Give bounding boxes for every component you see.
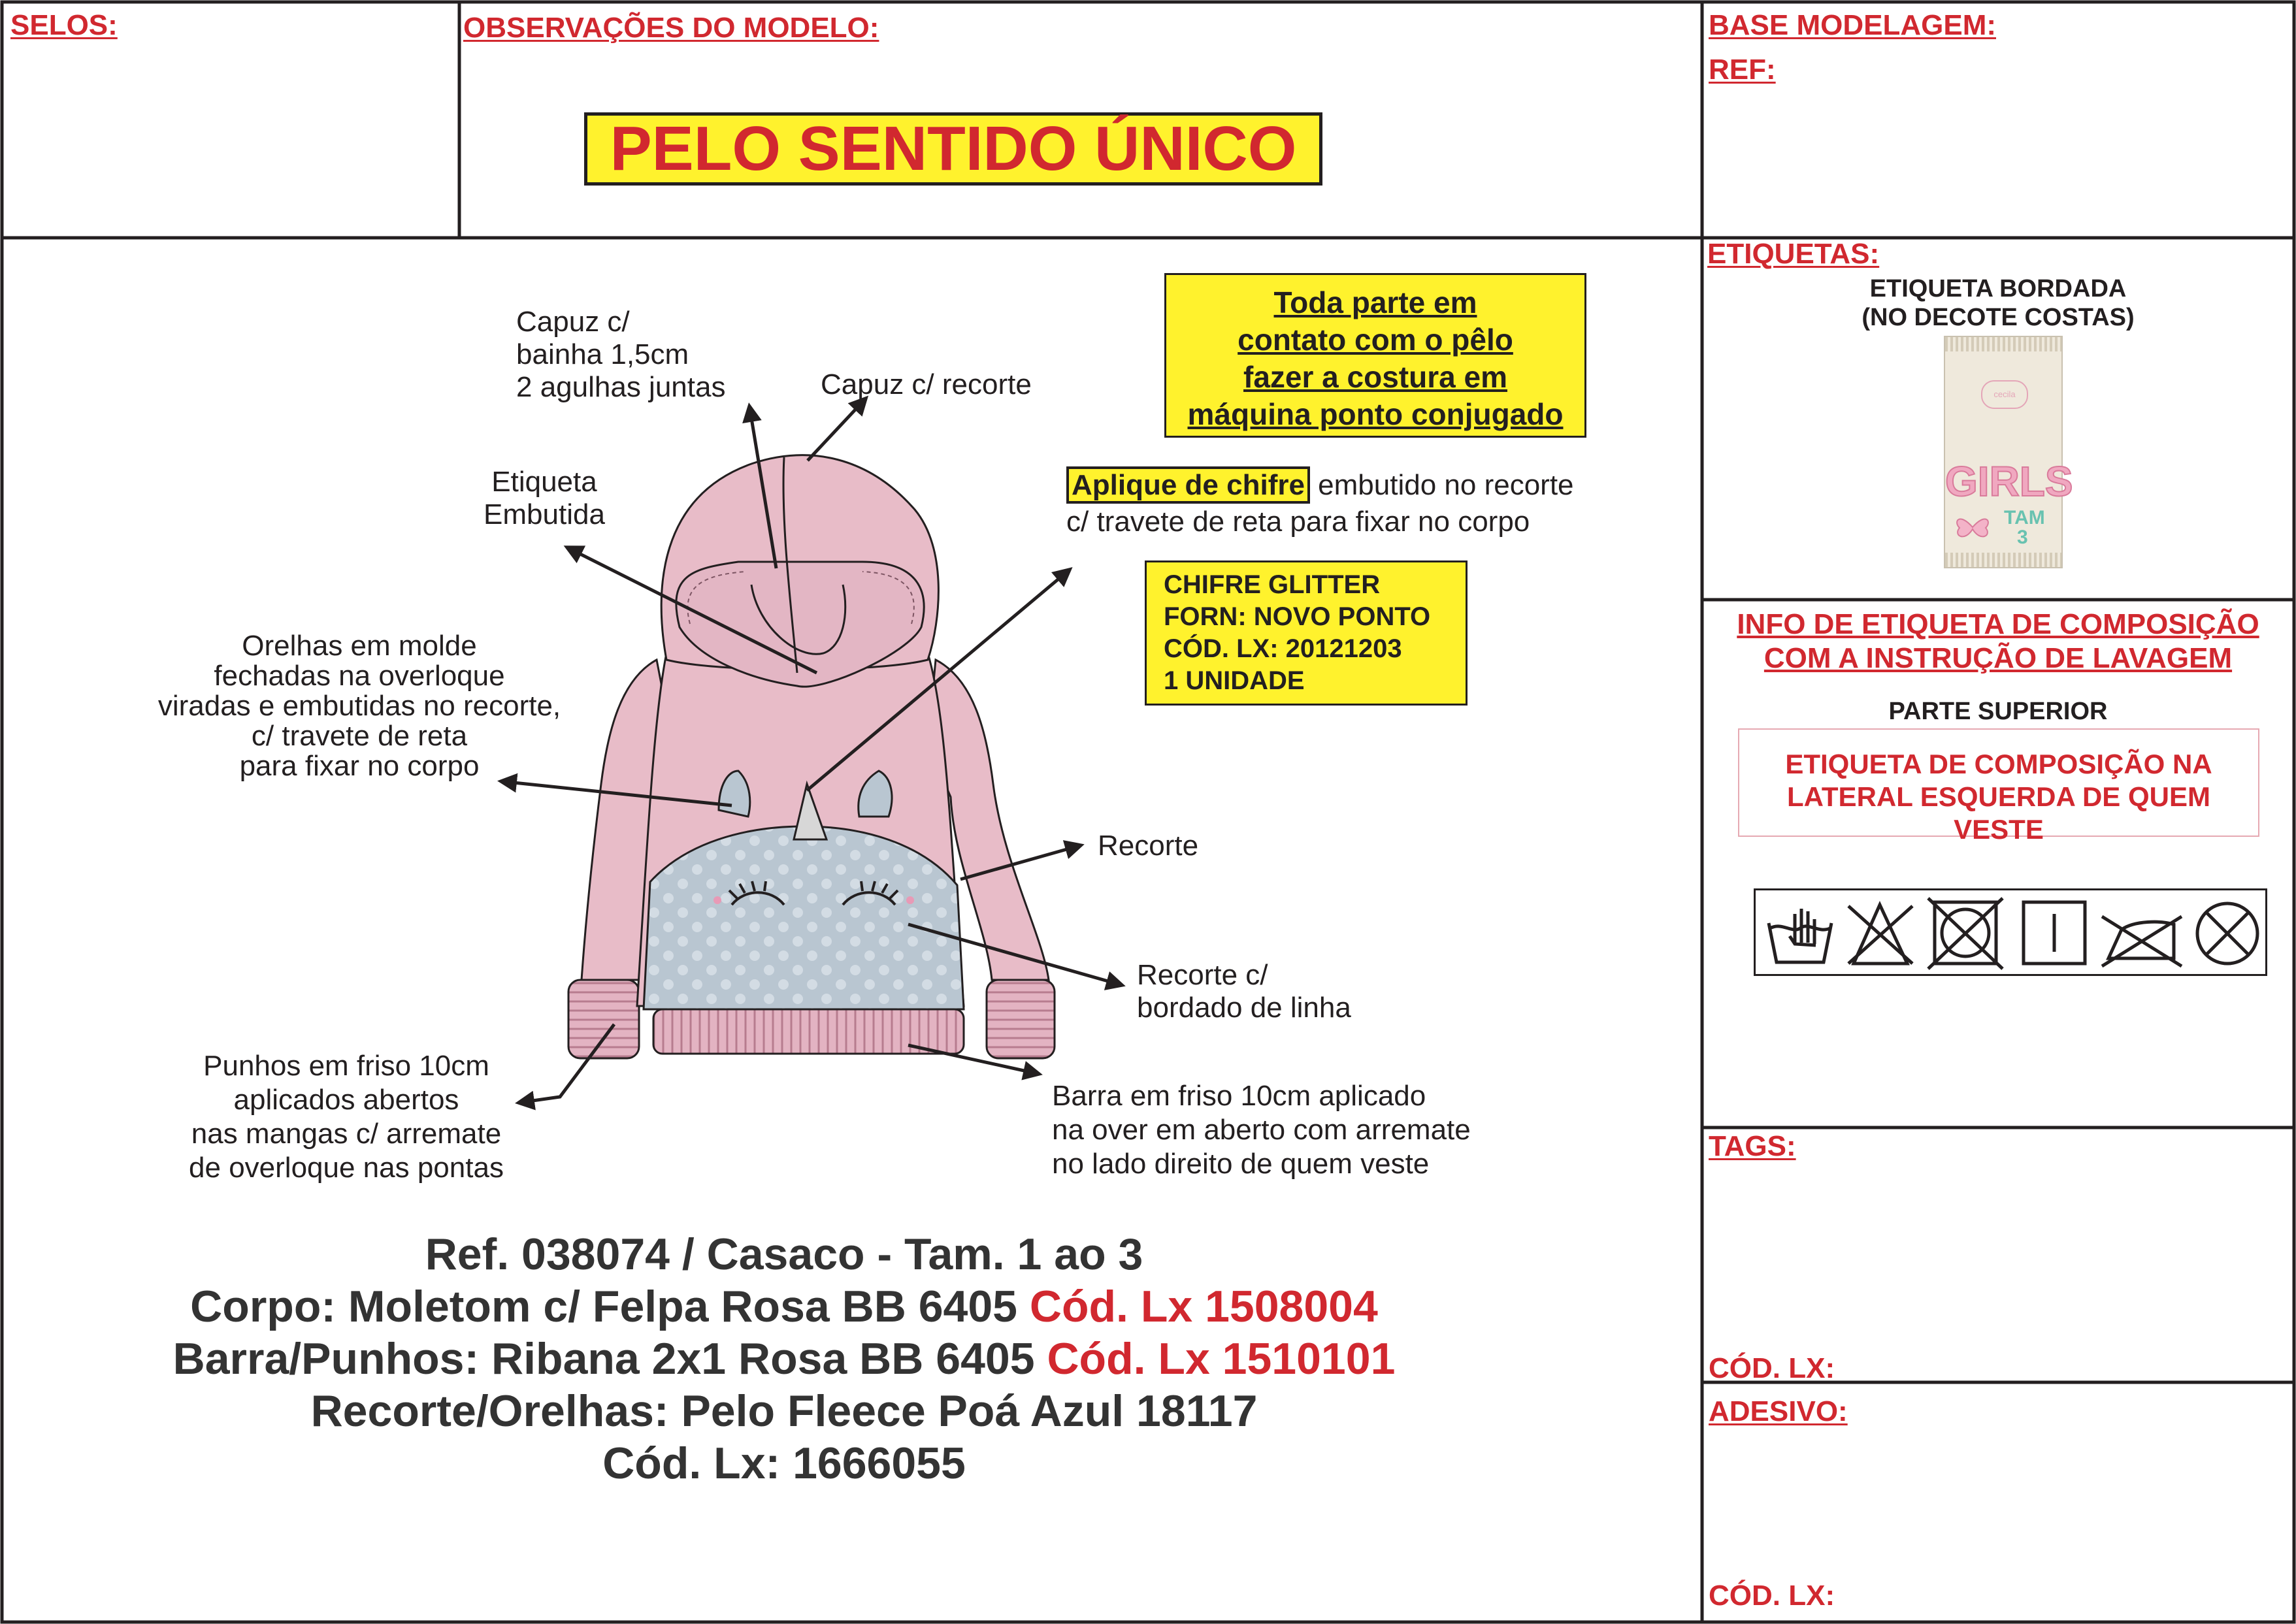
cod-lx-tags: CÓD. LX: — [1709, 1352, 1835, 1384]
left-cuff — [568, 980, 639, 1058]
right-cuff — [987, 980, 1055, 1058]
hand-wash-icon — [1769, 909, 1831, 962]
ref-line-4: Recorte/Orelhas: Pelo Fleece Poá Azul 18117 — [310, 1386, 1258, 1436]
right-cheek — [906, 896, 914, 904]
line-dry-icon — [2024, 902, 2085, 964]
etiquetas-label: ETIQUETAS: — [1707, 238, 1880, 270]
cod-lx-adesivo: CÓD. LX: — [1709, 1580, 1835, 1612]
selos-label: SELOS: — [10, 9, 118, 41]
ref-line-2: Corpo: Moletom c/ Felpa Rosa BB 6405 Cód. Lx 1508004 — [190, 1282, 1378, 1331]
label-tam: TAM — [2004, 507, 2045, 528]
note-capuz-recorte: Capuz c/ recorte — [821, 368, 1032, 400]
label-brand: cecila — [1981, 380, 2028, 409]
ref-label: REF: — [1709, 54, 1776, 86]
note-recorte: Recorte — [1098, 830, 1199, 862]
note-aplique — [1066, 469, 1574, 538]
note-barra: Barra em friso 10cm aplicado na over em aberto com arremate no lado direito de quem veste — [1052, 1080, 1471, 1180]
butterfly-icon — [1953, 512, 1992, 542]
note-chifre-box: CHIFRE GLITTER FORN: NOVO PONTO CÓD. LX: 20121203 1 UNIDADE — [1145, 560, 1468, 706]
composicao-box: ETIQUETA DE COMPOSIÇÃO NA LATERAL ESQUERDA DE QUEM VESTE — [1738, 728, 2259, 837]
note-costura-box: Toda parte em contato com o pêlo fazer a costura em máquina ponto conjugado — [1164, 273, 1586, 438]
base-modelagem-label: BASE MODELAGEM: — [1709, 9, 1996, 41]
no-tumble-dry-icon — [1928, 898, 2003, 969]
fleece-panel — [644, 826, 964, 1009]
banner-text: PELO SENTIDO ÚNICO — [610, 114, 1297, 184]
note-recorte-bordado: Recorte c/ bordado de linha — [1137, 959, 1351, 1024]
embroidered-label-art — [1944, 336, 2073, 568]
no-iron-icon — [2102, 917, 2182, 966]
ref-line-3: Barra/Punhos: Ribana 2x1 Rosa BB 6405 Cód. Lx 1510101 — [172, 1334, 1396, 1384]
note-punhos: Punhos em friso 10cm aplicados abertos nas mangas c/ arremate de overloque nas pontas — [189, 1050, 504, 1184]
etiqueta-bordada-text: ETIQUETA BORDADA (NO DECOTE COSTAS) — [1861, 275, 2135, 331]
note-capuz-bainha: Capuz c/ bainha 1,5cm 2 agulhas juntas — [516, 306, 726, 403]
aplique-highlight: Aplique de chifre — [1066, 466, 1310, 504]
aplique-rest-1: embutido no recorte — [1309, 469, 1574, 501]
hood — [661, 455, 938, 687]
label-girls: GIRLS — [1945, 458, 2073, 505]
no-bleach-icon — [1848, 905, 1912, 964]
tags-label: TAGS: — [1709, 1130, 1796, 1162]
note-orelhas: Orelhas em molde fechadas na overloque viradas e embutidas no recorte, c/ travete de reta para fixar no corpo — [157, 630, 561, 782]
care-symbols — [1756, 890, 2265, 974]
parte-superior: PARTE SUPERIOR — [1888, 698, 2108, 725]
note-etiqueta-embutida: Etiqueta Embutida — [484, 466, 605, 530]
no-dry-clean-icon — [2197, 903, 2257, 964]
info-title: INFO DE ETIQUETA DE COMPOSIÇÃO COM A INSTRUÇÃO DE LAVAGEM — [1737, 608, 2259, 674]
label-size: 3 — [2017, 527, 2028, 548]
observacoes-label: OBSERVAÇÕES DO MODELO: — [463, 12, 879, 44]
adesivo-label: ADESIVO: — [1709, 1395, 1848, 1427]
left-cheek — [713, 896, 721, 904]
ref-line-5: Cód. Lx: 1666055 — [602, 1438, 966, 1488]
ref-line-1: Ref. 038074 / Casaco - Tam. 1 ao 3 — [425, 1229, 1143, 1279]
reference-block — [0, 1228, 1699, 1489]
aplique-rest-2: c/ travete de reta para fixar no corpo — [1066, 506, 1530, 538]
care-symbols-box — [1754, 888, 2267, 976]
